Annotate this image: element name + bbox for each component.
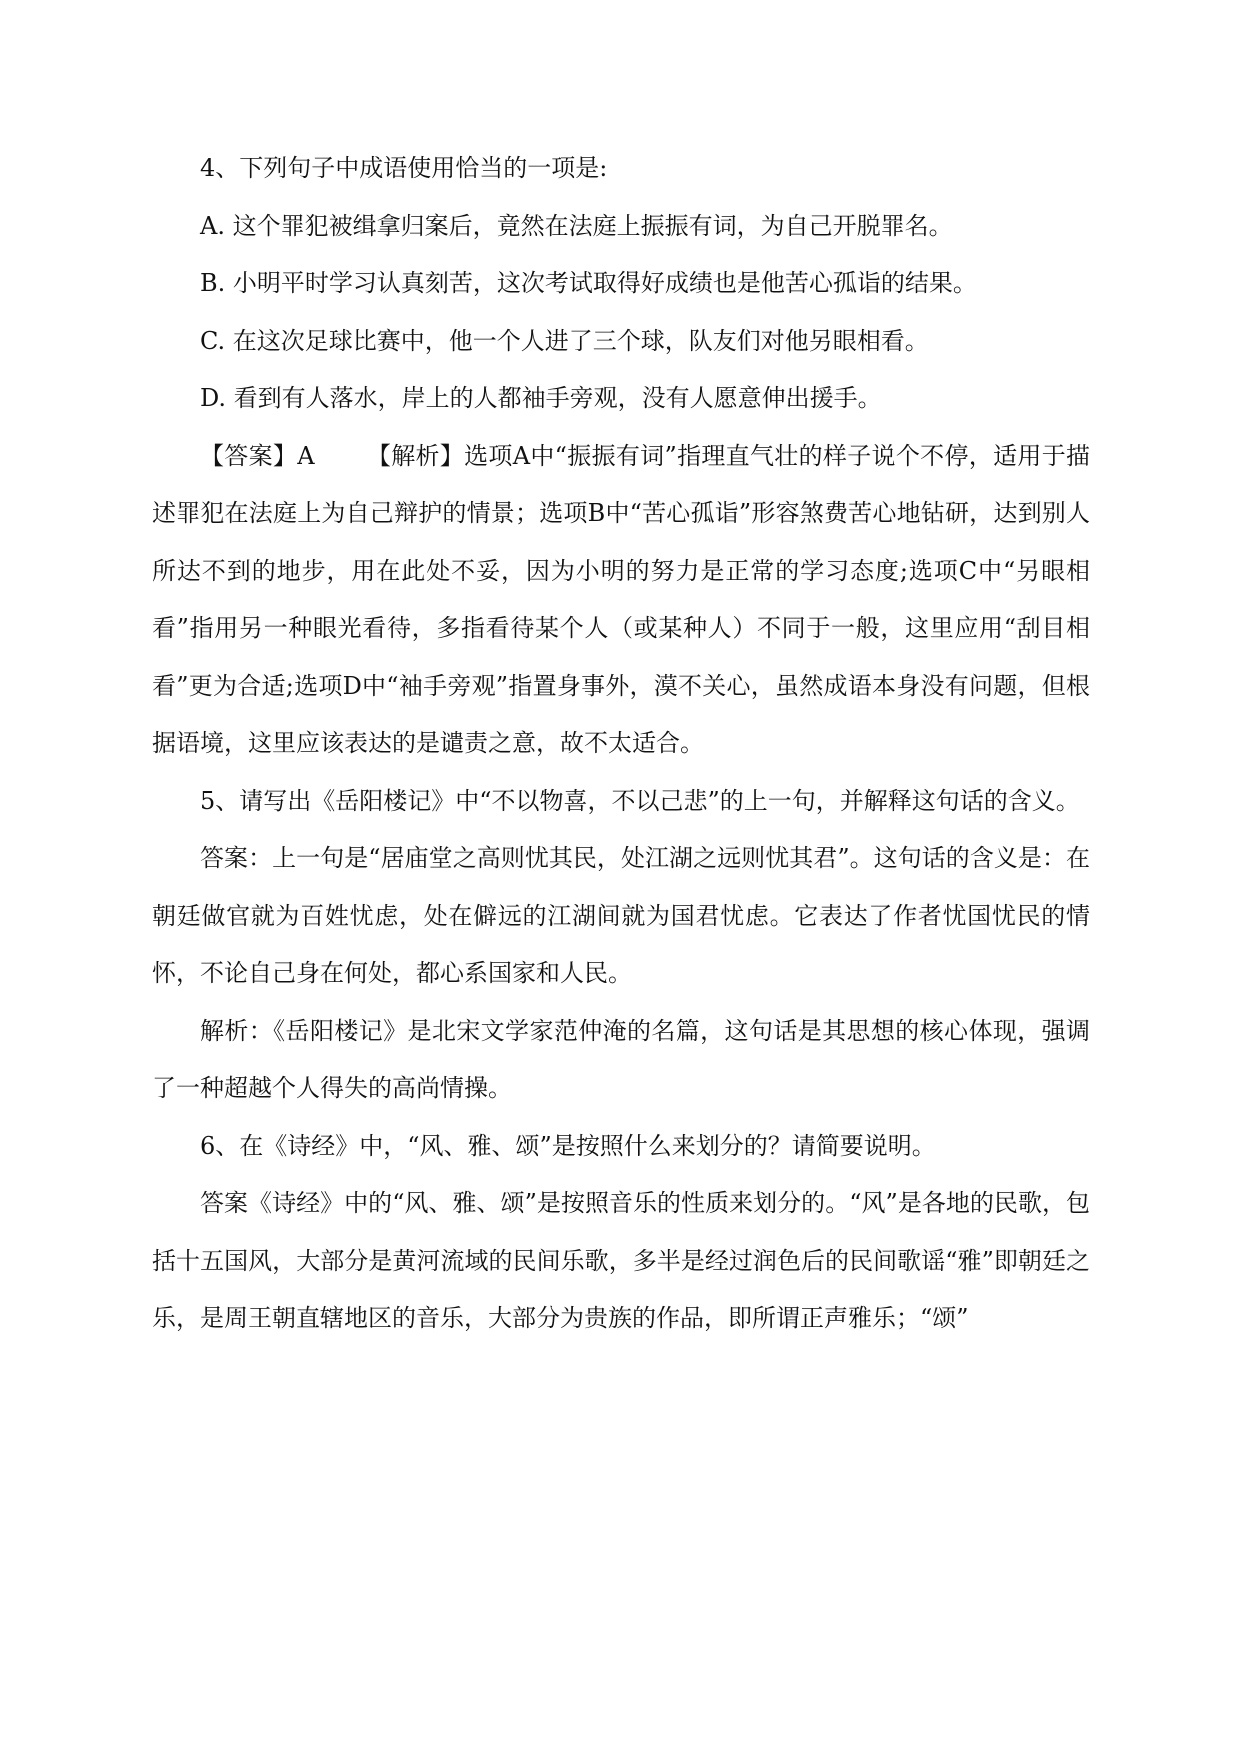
option-b: B. 小明平时学习认真刻苦，这次考试取得好成绩也是他苦心孤诣的结果。 [200,269,977,297]
q4-analysis: 【解析】选项A中“振振有词”指理直气壮的样子说个不停，适用于描述罪犯在法庭上为自己辩护的情景；选项B中“苦心孤诣”形容煞费苦心地钻研，达到别人所达不到的地步，用在此处不妥，因为小明的努力是正常的学习态度;选项C中“另眼相看”指用另一种眼光看待，多指看待某个人（或某种人）不同于一般，这里应用“刮目相看”更为合适;选项D中“袖手旁观”指置身事外，漠不关心，虽然成语本身没有问题，但根据语境，这里应该表达的是谴责之意，故不太适合。 [152,441,1090,757]
q4-answer: 【答案】A [200,441,315,470]
question-6: 6、在《诗经》中，“风、雅、颂”是按照什么来划分的？请简要说明。 [200,1131,936,1160]
option-d: D. 看到有人落水，岸上的人都袖手旁观，没有人愿意伸出援手。 [200,384,882,412]
document-body [152,140,1090,1348]
option-c: C. 在这次足球比赛中，他一个人进了三个球，队友们对他另眼相看。 [200,326,929,355]
q5-analysis: 解析：《岳阳楼记》是北宋文学家范仲淹的名篇，这句话是其思想的核心体现，强调了一种超越个人得失的高尚情操。 [152,1016,1090,1102]
q6-answer: 答案《诗经》中的“风、雅、颂”是按照音乐的性质来划分的。“风”是各地的民歌，包括十五国风，大部分是黄河流域的民间乐歌，多半是经过润色后的民间歌谣“雅”即朝廷之乐，是周王朝直辖地区的音乐，大部分为贵族的作品，即所谓正声雅乐；“颂” [152,1189,1090,1332]
question-5: 5、请写出《岳阳楼记》中“不以物喜，不以己悲”的上一句，并解释这句话的含义。 [200,786,1080,815]
q4-answer-analysis [152,428,1090,773]
q5-answer: 答案：上一句是“居庙堂之高则忧其民，处江湖之远则忧其君”。这句话的含义是：在朝廷做官就为百姓忧虑，处在僻远的江湖间就为国君忧虑。它表达了作者忧国忧民的情怀，不论自己身在何处，都心系国家和人民。 [152,844,1090,987]
option-a: A. 这个罪犯被缉拿归案后，竟然在法庭上振振有词，为自己开脱罪名。 [200,211,953,240]
question-4: 4、下列句子中成语使用恰当的一项是: [200,154,608,182]
